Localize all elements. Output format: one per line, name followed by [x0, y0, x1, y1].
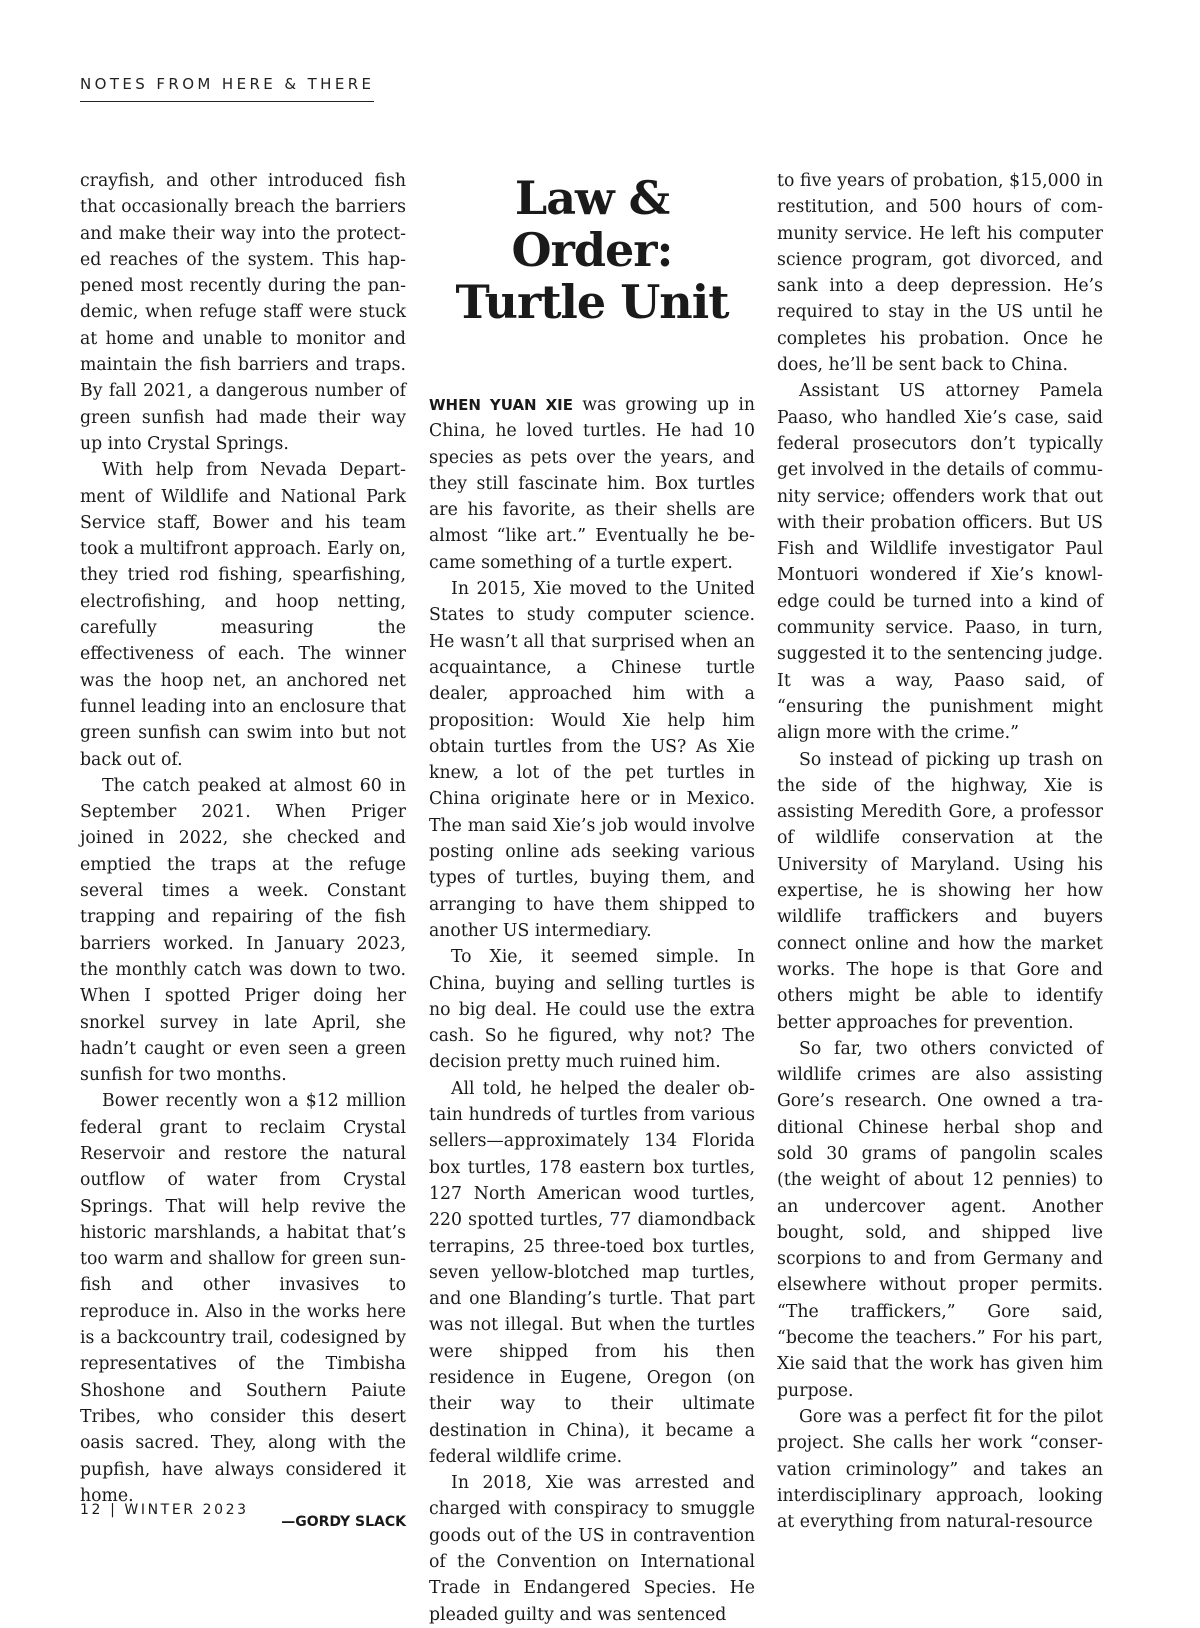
body-paragraph: In 2018, Xie was arrested and charged with conspiracy to smuggle goods out of the US in contravention of the Convention on International Trade in Endangered Species. He pleaded guilty and was sentenced: [429, 1473, 755, 1625]
lead-in: WHEN YUAN XIE: [429, 396, 573, 414]
body-paragraph: So far, two others convicted of wildlife crimes are also assisting Gore’s research. One owned a traditional Chinese herbal shop and sold 30 grams of pangolin scales (the weight of about 12 pennies) to an undercover agent. Another bought, sold, and shipped live scorpions to and from Germany and elsewhere without proper permits. “The traffickers,” Gore said, “become the teachers.” For his part, Xie said that the work has given him purpose.: [777, 1038, 1103, 1401]
column-middle: [429, 168, 755, 1628]
body-paragraph: All told, he helped the dealer obtain hundreds of turtles from various sellers—approximately 134 Florida box turtles, 178 eastern box turtles, 127 North American wood turtles, 220 spotted turtles, 77 diamondback terrapins, 25 three-toed box turtles, seven yellow-blotched map turtles, and one Blanding’s turtle. That part was not illegal. But when the turtles were shipped from his then residence in Eugene, Oregon (on their way to their ultimate destination in China), it became a federal wildlife crime.: [429, 1078, 755, 1467]
lead-paragraph-text: was growing up in China, he loved turtles. He had 10 species as pets over the years, and they still fascinate him. Box turtles are his favorite, as their shells are almost “like art.” Eventually he became something of a turtle expert.: [429, 395, 755, 573]
headline-line-2: Turtle Unit: [455, 275, 729, 329]
body-paragraph: to five years of probation, $15,000 in restitution, and 500 hours of community service. He left his computer science program, got divorced, and sank into a deep depression. He’s required to stay in the US until he completes his probation. Once he does, he’ll be sent back to China.: [777, 171, 1103, 376]
body-paragraph: Bower recently won a $12 million federal grant to reclaim Crystal Reservoir and restore the natural outflow of water from Crystal Springs. That will help revive the historic marshlands, a habitat that’s too warm and shallow for green sunfish and other invasives to reproduce in. Also in the works here is a backcountry trail, codesigned by representatives of the Timbisha Shoshone and Southern Paiute Tribes, who consider this desert oasis sacred. They, along with the pupfish, have always considered it home.: [80, 1091, 406, 1506]
headline-line-1: Law & Order:: [511, 171, 673, 277]
byline: —GORDY SLACK: [281, 1514, 406, 1531]
column-left: [80, 168, 406, 1535]
lead-paragraph: [429, 392, 755, 576]
body-paragraph: Assistant US attorney Pamela Paaso, who handled Xie’s case, said federal prosecutors don’t typically get involved in the details of community service; offenders work that out with their probation officers. But US Fish and Wildlife investigator Paul Montuori wondered if Xie’s knowledge could be turned into a kind of community service. Paaso, in turn, suggested it to the sentencing judge. It was a way, Paaso said, of “ensuring the punishment might align more with the crime.”: [777, 381, 1103, 744]
column-right: [777, 168, 1103, 1535]
body-paragraph: Gore was a perfect fit for the pilot project. She calls her work “conservation criminology” and takes an interdisciplinary approach, looking at everything from natural-resource: [777, 1406, 1103, 1533]
article-headline: [429, 172, 755, 328]
body-paragraph: crayfish, and other introduced fish that occasionally breach the barriers and make their way into the protected reaches of the system. This happened most recently during the pandemic, when refuge staff were stuck at home and unable to monitor and maintain the fish barriers and traps. By fall 2021, a dangerous number of green sunfish had made their way up into Crystal Springs.: [80, 171, 406, 454]
page-folio: 12 | WINTER 2023: [80, 1502, 249, 1518]
body-paragraph: So instead of picking up trash on the side of the highway, Xie is assisting Meredith Gore, a professor of wildlife conservation at the University of Maryland. Using his expertise, he is showing her how wildlife traffickers and buyers connect online and how the market works. The hope is that Gore and others might be able to identify better approaches for prevention.: [777, 749, 1103, 1033]
body-paragraph: To Xie, it seemed simple. In China, buying and selling turtles is no big deal. He could use the extra cash. So he figured, why not? The decision pretty much ruined him.: [429, 947, 755, 1073]
body-paragraph: In 2015, Xie moved to the United States to study computer science. He wasn’t all that surprised when an acquaintance, a Chinese turtle dealer, approached him with a proposition: Would Xie help him obtain turtles from the US? As Xie knew, a lot of the pet turtles in China originate here or in Mexico. The man said Xie’s job would involve posting online ads seeking various types of turtles, buying them, and arranging to have them shipped to another US intermediary.: [429, 579, 755, 941]
body-paragraph: The catch peaked at almost 60 in September 2021. When Priger joined in 2022, she checked and emptied the traps at the refuge several times a week. Constant trapping and repairing of the fish barriers worked. In January 2023, the monthly catch was down to two. When I spotted Priger doing her snorkel survey in late April, she hadn’t caught or even seen a green sunfish for two months.: [80, 775, 406, 1086]
body-paragraph: With help from Nevada Department of Wildlife and National Park Service staff, Bower and his team took a multifront approach. Early on, they tried rod fishing, spearfishing, electrofishing, and hoop netting, carefully measuring the effectiveness of each. The winner was the hoop net, an anchored net funnel leading into an enclosure that green sunfish can swim into but not back out of.: [80, 460, 406, 770]
running-head: NOTES FROM HERE & THERE: [80, 75, 374, 102]
